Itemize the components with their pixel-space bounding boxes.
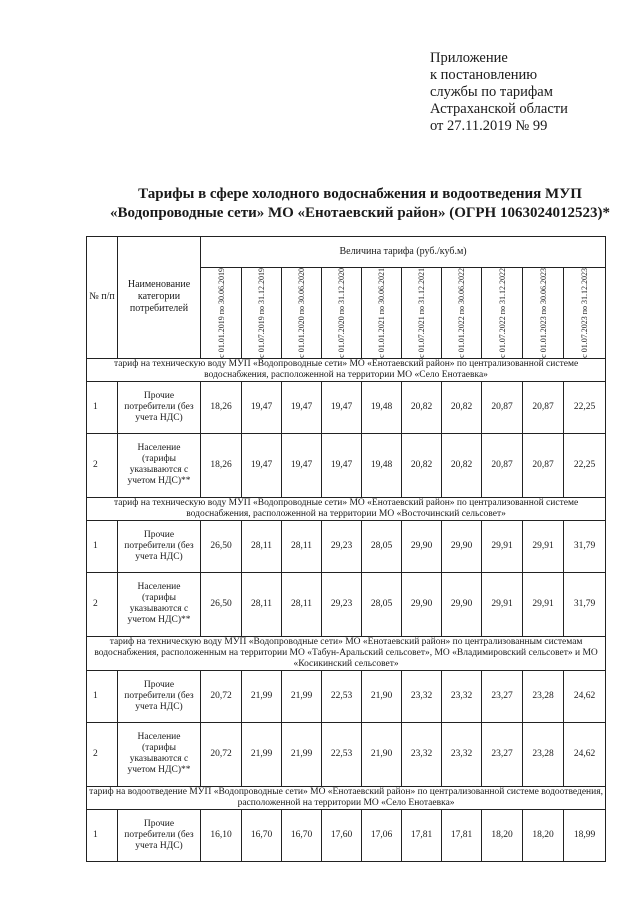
tariff-value: 28,11	[282, 520, 322, 572]
period-label: с 01.07.2019 по 31.12.2019	[257, 268, 266, 358]
header-period	[201, 268, 242, 359]
tariff-value: 18,26	[201, 433, 242, 497]
appendix-line: Приложение	[430, 50, 508, 66]
tariff-value: 18,99	[564, 809, 606, 861]
document-title	[90, 185, 630, 223]
tariff-value: 29,91	[482, 520, 523, 572]
section-heading: тариф на техническую воду МУП «Водопроводные сети» МО «Енотаевский район» по централизованным системам водоснабжения, расположенным на территории МО «Табун-Аральский сельсовет», МО «Владимировский сельсовет» и МО «Косикинский сельсовет»	[87, 636, 606, 670]
header-period	[242, 268, 282, 359]
header-period	[322, 268, 362, 359]
tariff-value: 17,60	[322, 809, 362, 861]
appendix-line: службы по тарифам	[430, 84, 553, 100]
tariff-value: 31,79	[564, 520, 606, 572]
header-period	[442, 268, 482, 359]
section-heading: тариф на техническую воду МУП «Водопроводные сети» МО «Енотаевский район» по централизованной системе водоснабжения, расположенной на территории МО «Восточинский сельсовет»	[87, 497, 606, 520]
section-heading: тариф на водоотведение МУП «Водопроводные сети» МО «Енотаевский район» по централизованной системе водоотведения, расположенной на территории МО «Село Енотаевка»	[87, 786, 606, 809]
tariff-value: 28,05	[362, 572, 402, 636]
tariff-value: 18,20	[523, 809, 564, 861]
table-row	[87, 809, 606, 861]
section-heading-row	[87, 786, 606, 809]
period-label: с 01.01.2020 по 30.06.2020	[297, 268, 306, 358]
tariff-value: 20,72	[201, 722, 242, 786]
row-number: 2	[87, 433, 118, 497]
period-label: с 01.01.2021 по 30.06.2021	[377, 268, 386, 358]
tariff-value: 21,99	[242, 722, 282, 786]
header-number: № п/п	[87, 237, 118, 359]
tariff-value: 20,87	[482, 381, 523, 433]
period-label: с 01.07.2022 по 31.12.2022	[497, 268, 507, 358]
tariff-value: 17,06	[362, 809, 402, 861]
tariff-value: 20,82	[402, 433, 442, 497]
tariff-value: 21,99	[282, 722, 322, 786]
tariff-value: 20,82	[402, 381, 442, 433]
title-line-1: Тарифы в сфере холодного водоснабжения и водоотведения МУП	[138, 186, 582, 202]
tariff-value: 29,91	[523, 520, 564, 572]
tariff-value: 18,20	[482, 809, 523, 861]
tariff-value: 29,90	[442, 520, 482, 572]
tariff-value: 29,91	[523, 572, 564, 636]
row-category: Прочие потребители (без учета НДС)	[118, 520, 201, 572]
tariff-value: 29,91	[482, 572, 523, 636]
tariff-value: 20,87	[523, 381, 564, 433]
tariff-value: 21,99	[242, 670, 282, 722]
section-heading: тариф на техническую воду МУП «Водопроводные сети» МО «Енотаевский район» по централизованной системе водоснабжения, расположенной на территории МО «Село Енотаевка»	[87, 358, 606, 381]
header-period	[564, 268, 606, 359]
tariff-value: 19,48	[362, 381, 402, 433]
tariff-value: 20,82	[442, 433, 482, 497]
tariff-value: 21,90	[362, 670, 402, 722]
tariff-value: 23,28	[523, 670, 564, 722]
tariff-value: 24,62	[564, 722, 606, 786]
tariff-value: 29,23	[322, 572, 362, 636]
row-category: Население (тарифы указываются с учетом НДС)**	[118, 572, 201, 636]
tariff-value: 17,81	[442, 809, 482, 861]
period-label: с 01.01.2019 по 30.06.2019	[216, 268, 226, 358]
header-period	[362, 268, 402, 359]
row-number: 1	[87, 809, 118, 861]
header-period	[402, 268, 442, 359]
appendix-block	[430, 50, 568, 135]
period-label: с 01.01.2022 по 30.06.2022	[457, 268, 466, 358]
appendix-line: к постановлению	[430, 67, 538, 83]
row-category: Прочие потребители (без учета НДС)	[118, 670, 201, 722]
period-label: с 01.07.2023 по 31.12.2023	[580, 268, 590, 358]
tariff-value: 21,99	[282, 670, 322, 722]
header-period	[282, 268, 322, 359]
tariff-value: 28,11	[242, 572, 282, 636]
tariff-value: 21,90	[362, 722, 402, 786]
tariff-value: 20,82	[442, 381, 482, 433]
tariff-value: 19,47	[322, 381, 362, 433]
tariff-value: 22,25	[564, 433, 606, 497]
tariff-value: 23,27	[482, 722, 523, 786]
tariff-value: 23,32	[442, 670, 482, 722]
row-category: Прочие потребители (без учета НДС)	[118, 381, 201, 433]
tariff-value: 19,47	[242, 381, 282, 433]
header-period	[482, 268, 523, 359]
row-category: Население (тарифы указываются с учетом НДС)**	[118, 433, 201, 497]
tariff-value: 19,47	[282, 433, 322, 497]
tariff-table	[86, 236, 606, 862]
row-number: 1	[87, 520, 118, 572]
appendix-line: Астраханской области	[430, 101, 568, 117]
tariff-value: 26,50	[201, 520, 242, 572]
tariff-value: 23,28	[523, 722, 564, 786]
table-row	[87, 381, 606, 433]
row-number: 2	[87, 722, 118, 786]
tariff-value: 20,87	[482, 433, 523, 497]
table-row	[87, 722, 606, 786]
tariff-value: 17,81	[402, 809, 442, 861]
tariff-value: 29,90	[402, 572, 442, 636]
tariff-value: 16,70	[282, 809, 322, 861]
section-heading-row	[87, 497, 606, 520]
tariff-value: 20,72	[201, 670, 242, 722]
tariff-value: 28,11	[282, 572, 322, 636]
appendix-line: от 27.11.2019 № 99	[430, 118, 548, 134]
tariff-value: 19,47	[242, 433, 282, 497]
tariff-value: 19,47	[282, 381, 322, 433]
tariff-value: 26,50	[201, 572, 242, 636]
tariff-value: 29,90	[402, 520, 442, 572]
tariff-value: 23,32	[402, 722, 442, 786]
header-period	[523, 268, 564, 359]
tariff-value: 22,53	[322, 670, 362, 722]
header-category: Наименование категории потребителей	[118, 237, 201, 359]
table-row	[87, 433, 606, 497]
section-heading-row	[87, 636, 606, 670]
tariff-value: 29,90	[442, 572, 482, 636]
table-row	[87, 670, 606, 722]
tariff-value: 22,53	[322, 722, 362, 786]
tariff-value: 28,05	[362, 520, 402, 572]
tariff-value: 24,62	[564, 670, 606, 722]
tariff-value: 22,25	[564, 381, 606, 433]
row-number: 1	[87, 670, 118, 722]
row-number: 1	[87, 381, 118, 433]
header-tariff-value: Величина тарифа (руб./куб.м)	[201, 237, 606, 268]
row-category: Прочие потребители (без учета НДС)	[118, 809, 201, 861]
tariff-value: 23,32	[402, 670, 442, 722]
table-row	[87, 520, 606, 572]
tariff-value: 31,79	[564, 572, 606, 636]
tariff-value: 16,70	[242, 809, 282, 861]
tariff-value: 20,87	[523, 433, 564, 497]
row-category: Население (тарифы указываются с учетом НДС)**	[118, 722, 201, 786]
tariff-value: 18,26	[201, 381, 242, 433]
table-row	[87, 572, 606, 636]
tariff-value: 23,32	[442, 722, 482, 786]
title-line-2: «Водопроводные сети» МО «Енотаевский район» (ОГРН 1063024012523)*	[110, 205, 610, 221]
row-number: 2	[87, 572, 118, 636]
period-label: с 01.07.2021 по 31.12.2021	[417, 268, 426, 358]
tariff-value: 29,23	[322, 520, 362, 572]
tariff-value: 28,11	[242, 520, 282, 572]
tariff-value: 19,48	[362, 433, 402, 497]
period-label: с 01.07.2020 по 31.12.2020	[337, 268, 346, 358]
tariff-value: 19,47	[322, 433, 362, 497]
tariff-value: 16,10	[201, 809, 242, 861]
tariff-value: 23,27	[482, 670, 523, 722]
section-heading-row	[87, 358, 606, 381]
period-label: с 01.01.2023 по 30.06.2023	[538, 268, 548, 358]
